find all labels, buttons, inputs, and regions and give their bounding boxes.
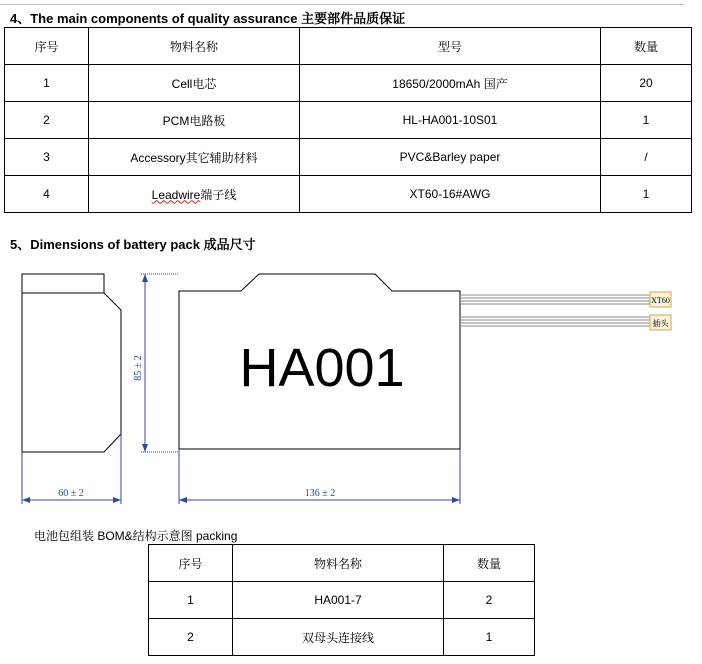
packing-table [148,544,535,656]
row-no: 3 [5,139,89,176]
row-model: PVC&Barley paper [300,139,601,176]
battery-dimension-drawing [0,262,702,508]
row-name: PCM电路板 [89,102,300,139]
section4-title: 4、The main components of quality assurance 主要部件品质保证 [10,11,406,26]
spellcheck-word: Leadwire [151,187,201,202]
row-name: 双母头连接线 [233,619,444,656]
header-model: 型号 [300,28,601,65]
row-qty: 1 [601,176,692,213]
table-row [5,139,692,176]
header-name: 物料名称 [89,28,300,65]
row-no: 1 [149,582,233,619]
table-row [149,582,535,619]
row-qty: 1 [444,619,535,656]
row-no: 1 [5,65,89,102]
row-model: 18650/2000mAh 国产 [300,65,601,102]
row-name: HA001-7 [233,582,444,619]
row-qty: / [601,139,692,176]
row-name: Accessory其它辅助材料 [89,139,300,176]
header-qty: 数量 [444,545,535,582]
table-header-row [149,545,535,582]
lead-wires [460,295,650,326]
header-no: 序号 [5,28,89,65]
depth-dimension-label: 60 ± 2 [58,488,84,499]
row-qty: 2 [444,582,535,619]
header-qty: 数量 [601,28,692,65]
row-no: 4 [5,176,89,213]
row-name: Cell电芯 [89,65,300,102]
row-name-suffix: 端子线 [200,187,237,202]
width-dimension-label: 136 ± 2 [304,488,336,499]
pack-side-view [22,274,121,452]
packing-caption: 电池包组装 BOM&结构示意图 packing [34,529,238,543]
table-row [5,65,692,102]
connector-xt60-label: XT60 [651,296,670,305]
height-dimension [141,274,178,452]
row-qty: 1 [601,102,692,139]
table-row [149,619,535,656]
table-row [5,102,692,139]
row-model: HL-HA001-10S01 [300,102,601,139]
row-name [89,176,300,213]
header-name: 物料名称 [233,545,444,582]
pack-label: HA001 [239,338,405,398]
connector-plug-label: 插头 [652,319,669,328]
top-divider [0,4,684,5]
height-dimension-label: 85 ± 2 [133,355,144,381]
row-qty: 20 [601,65,692,102]
row-model: XT60-16#AWG [300,176,601,213]
table-header-row [5,28,692,65]
table-row [5,176,692,213]
header-no: 序号 [149,545,233,582]
components-table [4,27,692,213]
section5-title: 5、Dimensions of battery pack 成品尺寸 [10,237,256,252]
row-no: 2 [5,102,89,139]
row-no: 2 [149,619,233,656]
